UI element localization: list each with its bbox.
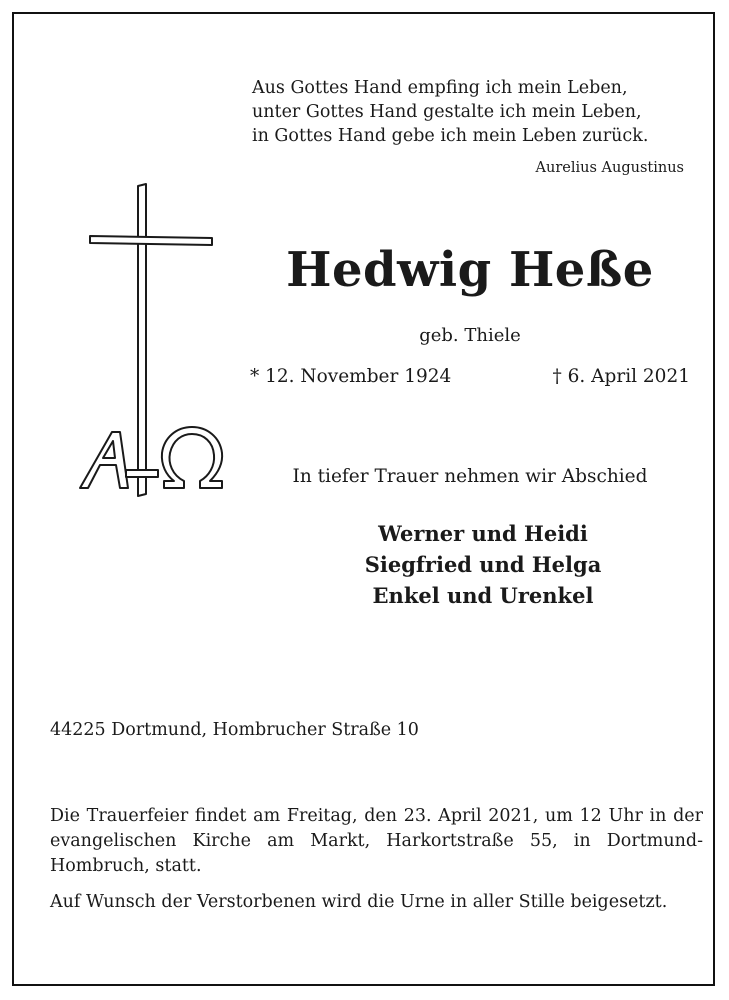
- deceased-name: Hedwig Heße: [286, 242, 654, 298]
- quote-author: Aurelius Augustinus: [535, 160, 684, 176]
- mourner-3: Enkel und Urenkel: [372, 583, 594, 608]
- death-date: † 6. April 2021: [552, 366, 690, 387]
- funeral-service-info: Die Trauerfeier findet am Freitag, den 23. April 2021, um 12 Uhr in der evangelischen Kirche am Markt, Harkortstraße 55, in Dortmund-Hombruch, statt.: [50, 806, 703, 876]
- quote-line-2: unter Gottes Hand gestalte ich mein Leben,: [252, 102, 642, 122]
- mourners-list: [250, 518, 716, 611]
- birth-date: * 12. November 1924: [250, 366, 452, 387]
- cross-alpha-omega-icon: [76, 182, 236, 512]
- mourner-1: Werner und Heidi: [378, 521, 588, 546]
- mourning-text: In tiefer Trauer nehmen wir Abschied: [292, 466, 648, 487]
- obituary-frame: [12, 12, 715, 986]
- bible-quote: [252, 76, 702, 148]
- maiden-name: geb. Thiele: [419, 325, 521, 346]
- mourner-2: Siegfried und Helga: [364, 552, 602, 577]
- quote-line-1: Aus Gottes Hand empfing ich mein Leben,: [252, 78, 628, 98]
- address: 44225 Dortmund, Hombrucher Straße 10: [50, 720, 419, 740]
- quote-line-3: in Gottes Hand gebe ich mein Leben zurück.: [252, 126, 649, 146]
- burial-note: Auf Wunsch der Verstorbenen wird die Urne in aller Stille beigesetzt.: [50, 892, 668, 912]
